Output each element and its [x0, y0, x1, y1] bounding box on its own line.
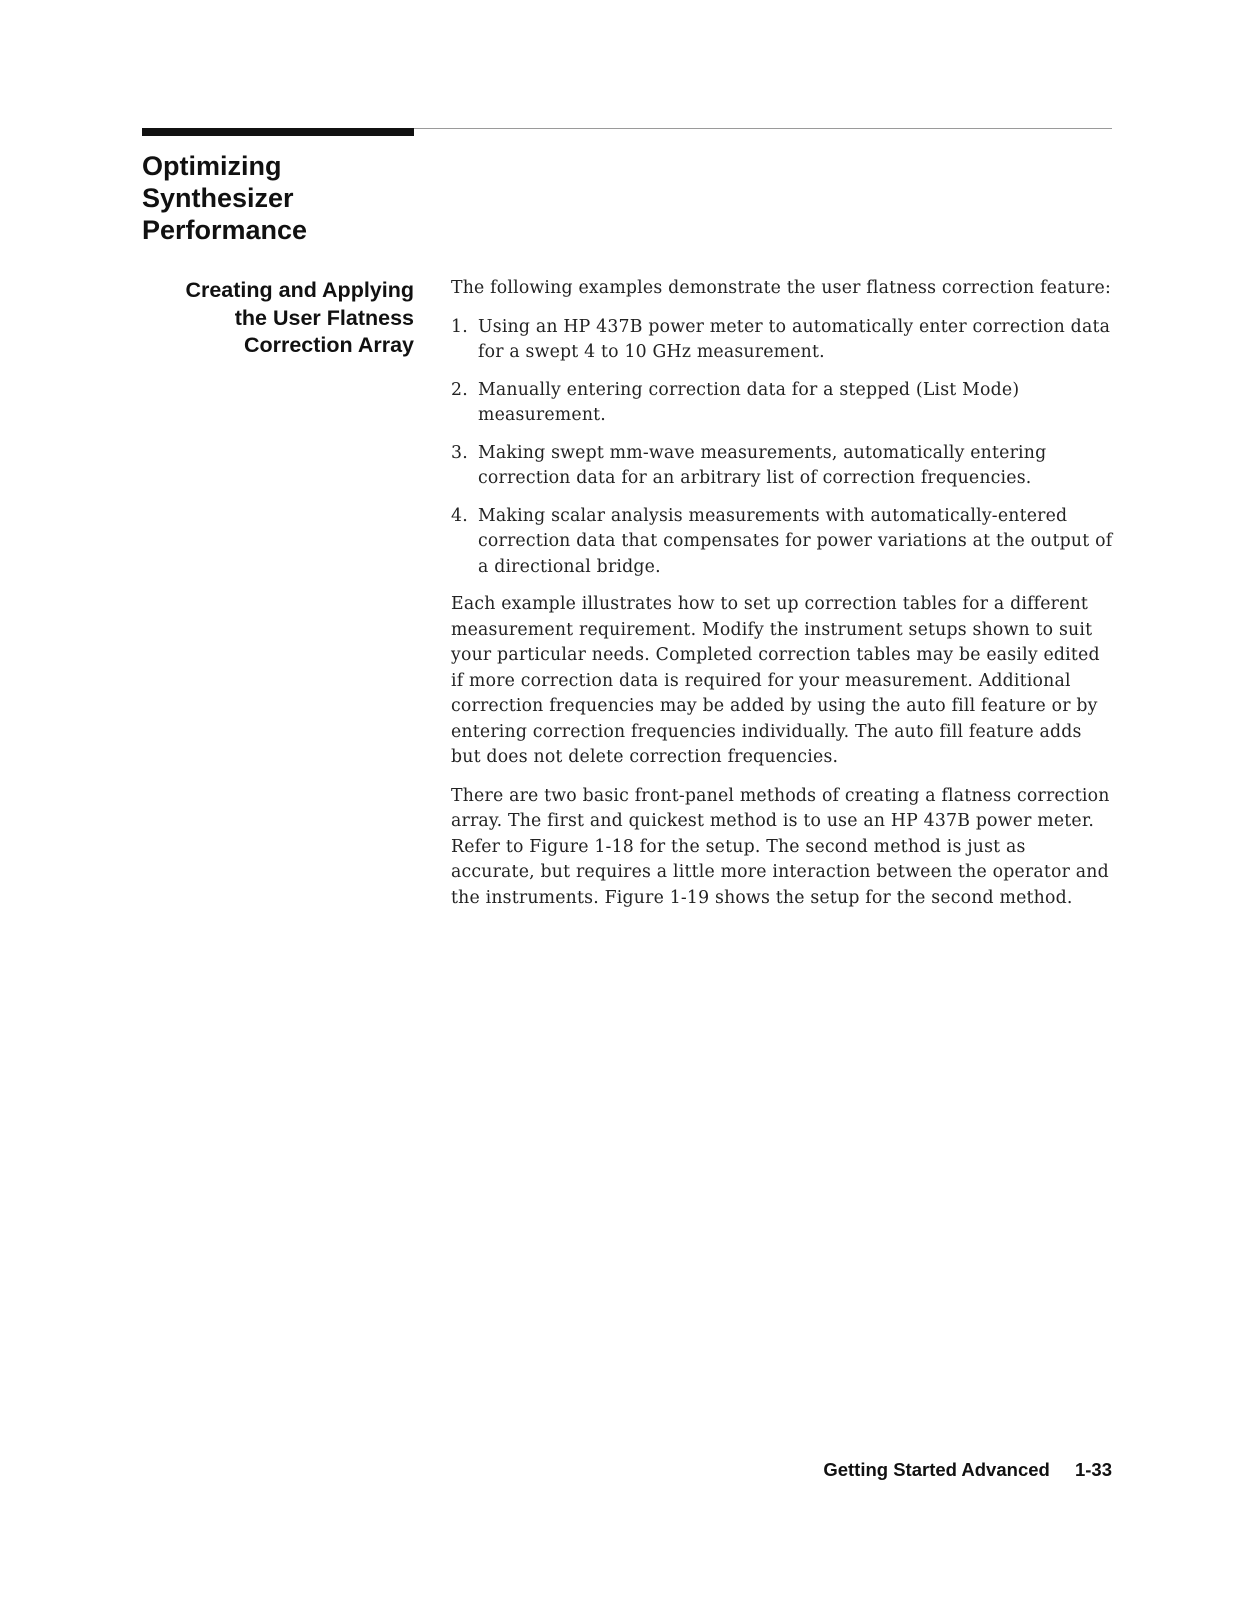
- footer-section-title: Getting Started Advanced: [823, 1459, 1050, 1480]
- list-item: [451, 441, 1113, 492]
- list-item-text: Manually entering correction data for a stepped (List Mode) measurement.: [478, 379, 1020, 425]
- body-paragraph: Each example illustrates how to set up correction tables for a different measurement requirement. Modify the instrument setups shown to suit your particular needs. Completed correction tables may be easily edited if more correction data is required for your measurement. Additional correction frequencies may be added by using the auto fill feature or by entering correction frequencies individually. The auto fill feature adds but does not delete correction frequencies.: [451, 594, 1100, 767]
- intro-paragraph: The following examples demonstrate the user flatness correction feature:: [451, 278, 1111, 298]
- list-item-text: Making scalar analysis measurements with automatically-entered correction data that compensates for power variations at the output of a directional bridge.: [478, 505, 1113, 577]
- chapter-rule-thick: [142, 128, 414, 136]
- list-item-number: 2.: [451, 379, 468, 400]
- list-item-text: Using an HP 437B power meter to automatically enter correction data for a swept 4 to 10 GHz measurement.: [478, 316, 1111, 362]
- chapter-title-line: Performance: [142, 215, 308, 245]
- page-footer: [823, 1459, 1112, 1481]
- section-heading: [142, 277, 414, 360]
- body-paragraph: There are two basic front-panel methods of creating a flatness correction array. The first and quickest method is to use an HP 437B power meter. Refer to Figure 1-18 for the setup. The second method is just as accurate, but requires a little more interaction between the operator and the instruments. Figure 1-19 shows the setup for the second method.: [451, 785, 1110, 908]
- section-heading-line: Creating and Applying: [185, 278, 414, 302]
- list-item-number: 4.: [451, 505, 468, 526]
- page-number: 1-33: [1074, 1459, 1112, 1480]
- list-item: [451, 378, 1113, 429]
- list-item: [451, 315, 1113, 366]
- list-item: [451, 504, 1113, 581]
- list-item-number: 3.: [451, 442, 468, 463]
- chapter-title-line: Synthesizer: [142, 183, 294, 213]
- chapter-title-line: Optimizing: [142, 151, 282, 181]
- chapter-rule-thin: [414, 128, 1112, 129]
- section-heading-line: the User Flatness: [234, 305, 414, 330]
- chapter-title: [142, 150, 422, 246]
- examples-list: [451, 315, 1113, 581]
- section-heading-line: Correction Array: [243, 333, 414, 357]
- list-item-text: Making swept mm-wave measurements, automatically entering correction data for an arbitrary list of correction frequencies.: [478, 442, 1047, 488]
- body-text: [451, 276, 1113, 924]
- list-item-number: 1.: [451, 316, 468, 337]
